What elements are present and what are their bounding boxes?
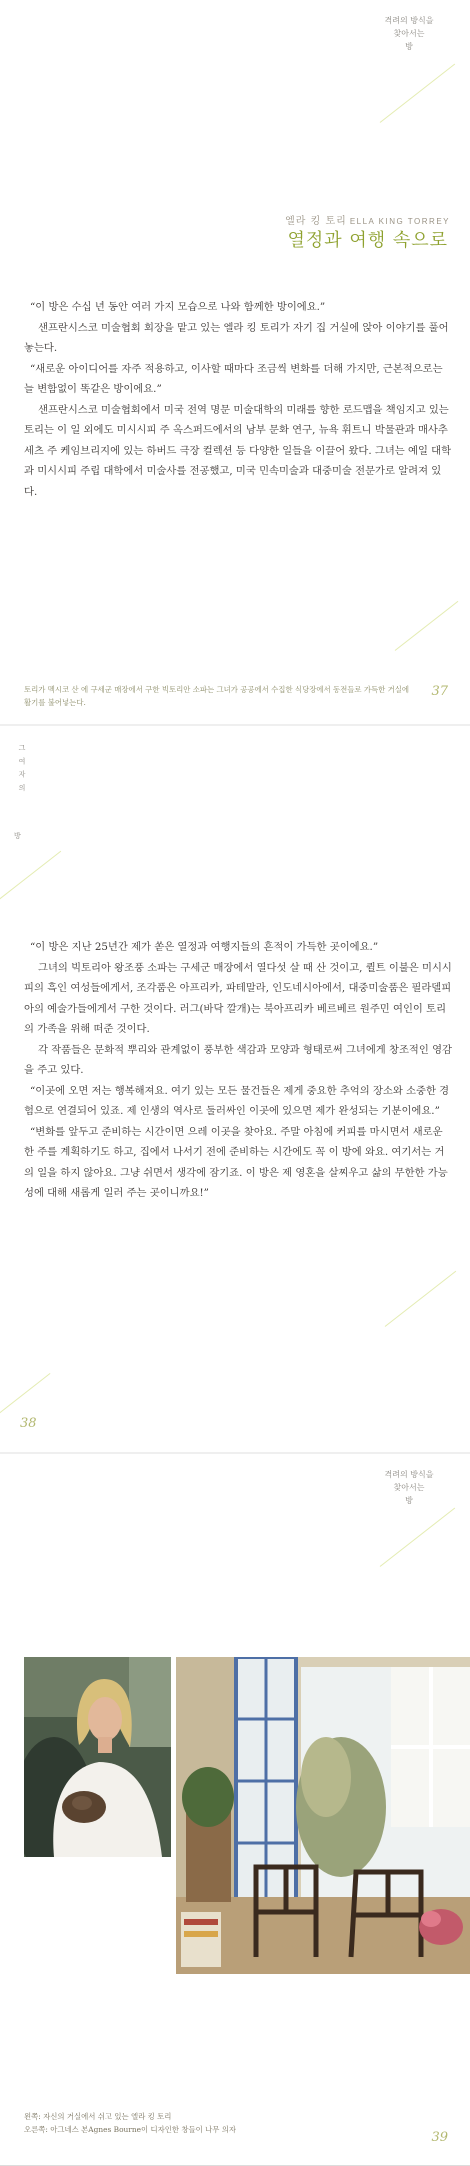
author-name bbox=[285, 212, 450, 227]
paragraph: 샌프란시스코 미술협회에서 미국 전역 명문 미술대학의 미래를 향한 로드맵을 책임지고 있는 토리는 이 일 외에도 미시시피 주 옥스퍼드에서의 남부 문화 연구, 뉴욕 휘트니 박물관과 매사추세츠 주 케임브리지에 있는 하버드 극장 컬렉션 등 다양한 일들을 이끌어 왔다. 그녀는 예일 대학과 미시시피 주립 대학에서 미술사를 전공했고, 미국 민속미술과 대중미술 전문가로 알려져 있다. bbox=[24, 403, 452, 498]
body-text bbox=[24, 297, 452, 502]
running-head-line: 격려의 방식을 bbox=[384, 16, 434, 25]
author-name-ko: 엘라 킹 토리 bbox=[285, 216, 347, 227]
decorative-line bbox=[380, 64, 455, 123]
chapter-title: 열정과 여행 속으로 bbox=[287, 230, 448, 251]
photo-caption bbox=[24, 2110, 404, 2136]
running-head-line: 방 bbox=[405, 42, 413, 51]
page-38 bbox=[0, 726, 470, 1453]
paragraph: 그녀의 빅토리아 왕조풍 소파는 구세군 매장에서 열다섯 살 때 산 것이고, 퀼트 이불은 미시시피의 흑인 여성들에게서, 조각품은 아프리카, 파테말라, 인도네시아에서, 대중미술품은 필라델피아의 예술가들에게서 구한 것이다. 러그(바닥 깔개)는 북아프리카 베르베르 원주민 여인이 토리의 가족을 위해 떠준 것이다. bbox=[24, 961, 452, 1035]
author-name-en: ELLA KING TORREY bbox=[349, 217, 450, 226]
paragraph: “이 방은 지난 25년간 제가 쏟은 열정과 여행지들의 흔적이 가득한 곳이에요.” bbox=[30, 941, 379, 953]
decorative-line bbox=[380, 1508, 455, 1567]
photo-caption: 토리가 멕시코 산 에 구세군 매장에서 구한 빅토리안 소파는 그녀가 공공에서 수집한 식당장에서 동전들로 가득한 거실에 활기를 불어넣는다. bbox=[24, 685, 410, 707]
running-head bbox=[374, 1468, 444, 1507]
running-head-line: 방 bbox=[405, 1496, 413, 1505]
running-head-b: 방 bbox=[14, 832, 21, 840]
body-text bbox=[24, 937, 452, 1204]
page-number: 38 bbox=[20, 1416, 37, 1431]
running-head-line: 찾아서는 bbox=[393, 29, 425, 38]
page-37 bbox=[0, 0, 470, 725]
running-head-char: 그 bbox=[18, 744, 26, 753]
paragraph: 각 작품들은 문화적 뿌리와 관계없이 풍부한 색감과 모양과 형태로써 그녀에게 창조적인 영감을 주고 있다. bbox=[24, 1043, 452, 1076]
running-head bbox=[374, 14, 444, 53]
decorative-line bbox=[0, 851, 61, 907]
running-head-char: 자 bbox=[18, 770, 26, 780]
running-head-char: 의 bbox=[18, 783, 26, 793]
paragraph: 샌프란시스코 미술협회 회장을 맡고 있는 엘라 킹 토리가 자기 집 거실에 앉아 이야기를 풀어 놓는다. bbox=[24, 321, 449, 354]
paragraph: “이 방은 수십 년 동안 여러 가지 모습으로 나와 함께한 방이에요.” bbox=[30, 301, 326, 313]
paragraph: “이곳에 오면 저는 행복해져요. 여기 있는 모든 물건들은 제게 중요한 추억의 장소와 소중한 경험으로 연결되어 있죠. 제 인생의 역사로 둘러싸인 이곳에 있으면 제가 완성되는 기분이에요.” bbox=[24, 1084, 450, 1117]
paragraph: “변화를 앞두고 준비하는 시간이면 으레 이곳을 찾아요. 주말 아침에 커피를 마시면서 새로운 한 주를 계획하기도 하고, 집에서 나서기 전에 준비하는 시간에도 꼭 이 방에 와요. 여기서는 거의 일을 하지 않아요. 그냥 쉬면서 생각에 잠기죠. 이 방은 제 영혼을 살찌우고 삶의 무한한 가능성에 대해 새롭게 일러 주는 곳이니까요!” bbox=[24, 1125, 448, 1199]
caption-line: 왼쪽: 자신의 거실에서 쉬고 있는 엘라 킹 토리 bbox=[24, 2112, 172, 2121]
running-head-char: 여 bbox=[18, 757, 26, 767]
page-number: 37 bbox=[431, 684, 448, 699]
running-head bbox=[10, 744, 28, 793]
room-photo bbox=[176, 1657, 470, 1974]
portrait-illustration bbox=[24, 1657, 171, 1857]
portrait-photo bbox=[24, 1657, 171, 1857]
room-illustration bbox=[176, 1657, 470, 1974]
running-head-line: 찾아서는 bbox=[393, 1483, 425, 1492]
decorative-line bbox=[0, 1373, 50, 1417]
caption-line: 오른쪽: 아그네스 본Agnes Bourne이 디자인한 창들이 나무 의자 bbox=[24, 2125, 237, 2134]
decorative-line bbox=[385, 1271, 457, 1327]
paragraph: “새로운 아이디어를 자주 적용하고, 이사할 때마다 조금씩 변화를 더해 가지만, 근본적으로는 늘 변함없이 똑같은 방이에요.” bbox=[24, 362, 443, 395]
decorative-line bbox=[395, 601, 459, 651]
running-head-line: 격려의 방식을 bbox=[384, 1470, 434, 1479]
page-number: 39 bbox=[431, 2130, 448, 2145]
